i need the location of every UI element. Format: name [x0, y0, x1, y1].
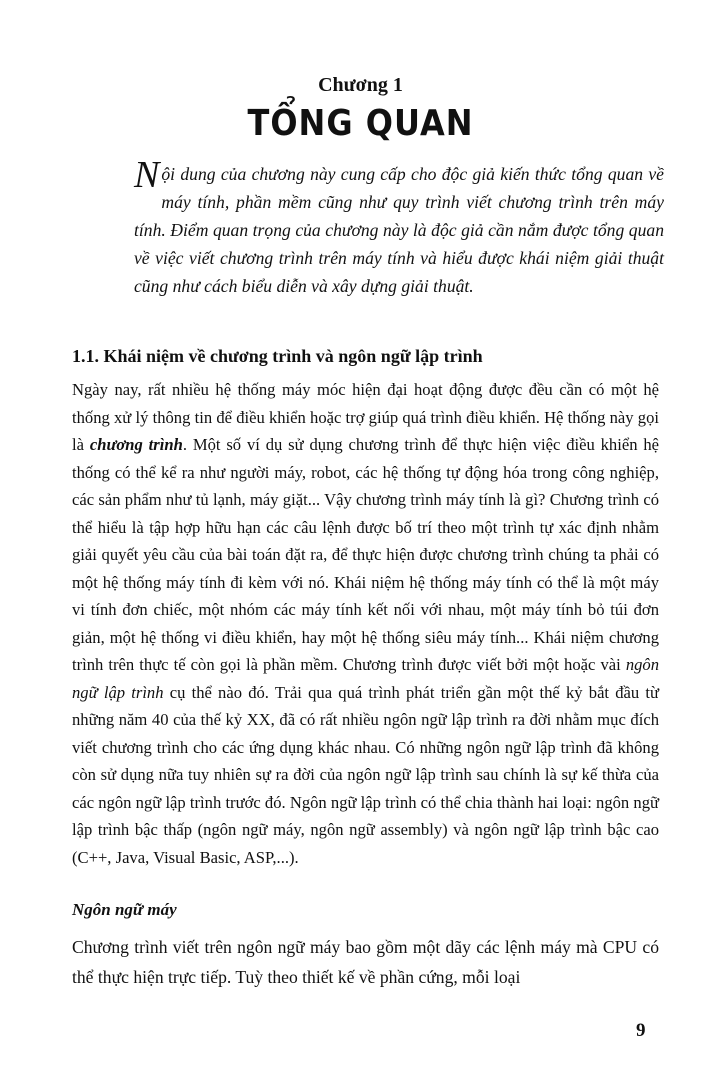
section-paragraph [72, 376, 659, 871]
page-number: 9 [636, 1020, 646, 1041]
chapter-label: Chương 1 [318, 74, 403, 96]
chapter-title: TỔNG QUAN [247, 102, 474, 144]
subsection-paragraph: Chương trình viết trên ngôn ngữ máy bao gồm một dãy các lệnh máy mà CPU có thể thực hiện trực tiếp. Tuỳ theo thiết kế về phần cứng, mỗi loại [72, 937, 659, 987]
term-chuong-trinh: chương trình [89, 435, 183, 454]
intro-text: ội dung của chương này cung cấp cho độc giả kiến thức tổng quan về máy tính, phần mềm cũng như quy trình viết chương trình trên máy tính. Điểm quan trọng của chương này là độc giả cần nắm được tổng quan về việc viết chương trình trên máy tính và hiểu được khái niệm giải thuật cũng như cách biểu diễn và xây dựng giải thuật. [134, 164, 664, 296]
chapter-intro [134, 154, 664, 300]
term-ngon-ngu-lap-trinh: ngôn ngữ lập trình [72, 655, 659, 702]
section-heading: 1.1. Khái niệm về chương trình và ngôn ngữ lập trình [72, 346, 483, 366]
paragraph-text-b: . Một số ví dụ sử dụng chương trình để thực hiện việc điều khiển hệ thống có thể kể ra như người máy, robot, các hệ thống tự động hóa trong công nghiệp, các sản phẩm như tủ lạnh, máy giặt... Vậy chương trình máy tính là gì? Chương trình có thể hiểu là tập hợp hữu hạn các câu lệnh được bố trí theo một trình tự xác định nhằm giải quyết yêu cầu của bài toán đặt ra, để thực hiện được chương trình chúng ta phải có một hệ thống máy tính đi kèm với nó. Khái niệm hệ thống máy tính có thể là một máy vi tính đơn chiếc, một nhóm các máy tính kết nối với nhau, một máy tính bỏ túi đơn giản, một hệ thống vi điều khiển, hay một hệ thống siêu máy tính... Khái niệm chương trình trên thực tế còn gọi là phần mềm. Chương trình được viết bởi một hoặc vài [72, 435, 660, 674]
paragraph-text-c: cụ thể nào đó. Trải qua quá trình phát triển gần một thế kỷ bắt đầu từ những năm 40 của thế kỷ XX, đã có rất nhiều ngôn ngữ lập trình ra đời nhằm mục đích viết chương trình cho các ứng dụng khác nhau. Có những ngôn ngữ lập trình đã không còn sử dụng nữa tuy nhiên sự ra đời của ngôn ngữ lập trình sau chính là sự kế thừa của các ngôn ngữ lập trình trước đó. Ngôn ngữ lập trình có thể chia thành hai loại: ngôn ngữ lập trình bậc thấp (ngôn ngữ máy, ngôn ngữ assembly) và ngôn ngữ lập trình bậc cao (C++, Java, Visual Basic, ASP,...). [72, 682, 660, 867]
intro-dropcap: N [134, 154, 160, 196]
paragraph-text-a: Ngày nay, rất nhiều hệ thống máy móc hiện đại hoạt động được đều cần có một hệ thống xử lý thông tin để điều khiển hoặc trợ giúp quá trình điều khiển. Hệ thống này gọi là [72, 380, 659, 454]
subsection-heading: Ngôn ngữ máy [72, 900, 177, 919]
